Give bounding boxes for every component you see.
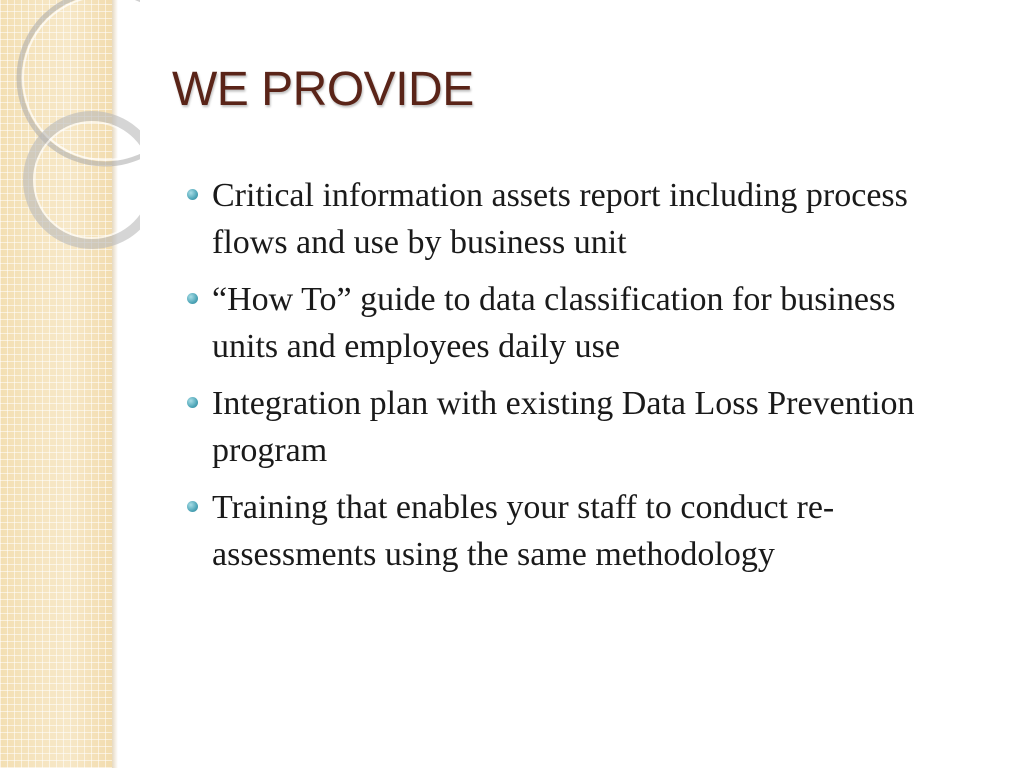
bullet-list [184,172,964,588]
decorative-ring-lower [28,116,140,244]
bullet-item [184,380,964,474]
bullet-text: “How To” guide to data classification for business units and employees daily use [212,281,896,365]
bullet-text: Training that enables your staff to conduct re-assessments using the same methodology [212,489,835,573]
decorative-rings [0,0,140,260]
bullet-dot-icon [187,501,198,512]
bullet-item [184,172,964,266]
bullet-text: Integration plan with existing Data Loss Prevention program [212,385,915,469]
bullet-item [184,276,964,370]
decorative-ring-lower-highlight [34,122,140,238]
bullet-dot-icon [187,293,198,304]
bullet-dot-icon [187,189,198,200]
bullet-item [184,484,964,578]
bullet-text: Critical information assets report including process flows and use by business unit [212,177,908,261]
bullet-dot-icon [187,397,198,408]
slide-title: WE PROVIDE [172,63,474,116]
